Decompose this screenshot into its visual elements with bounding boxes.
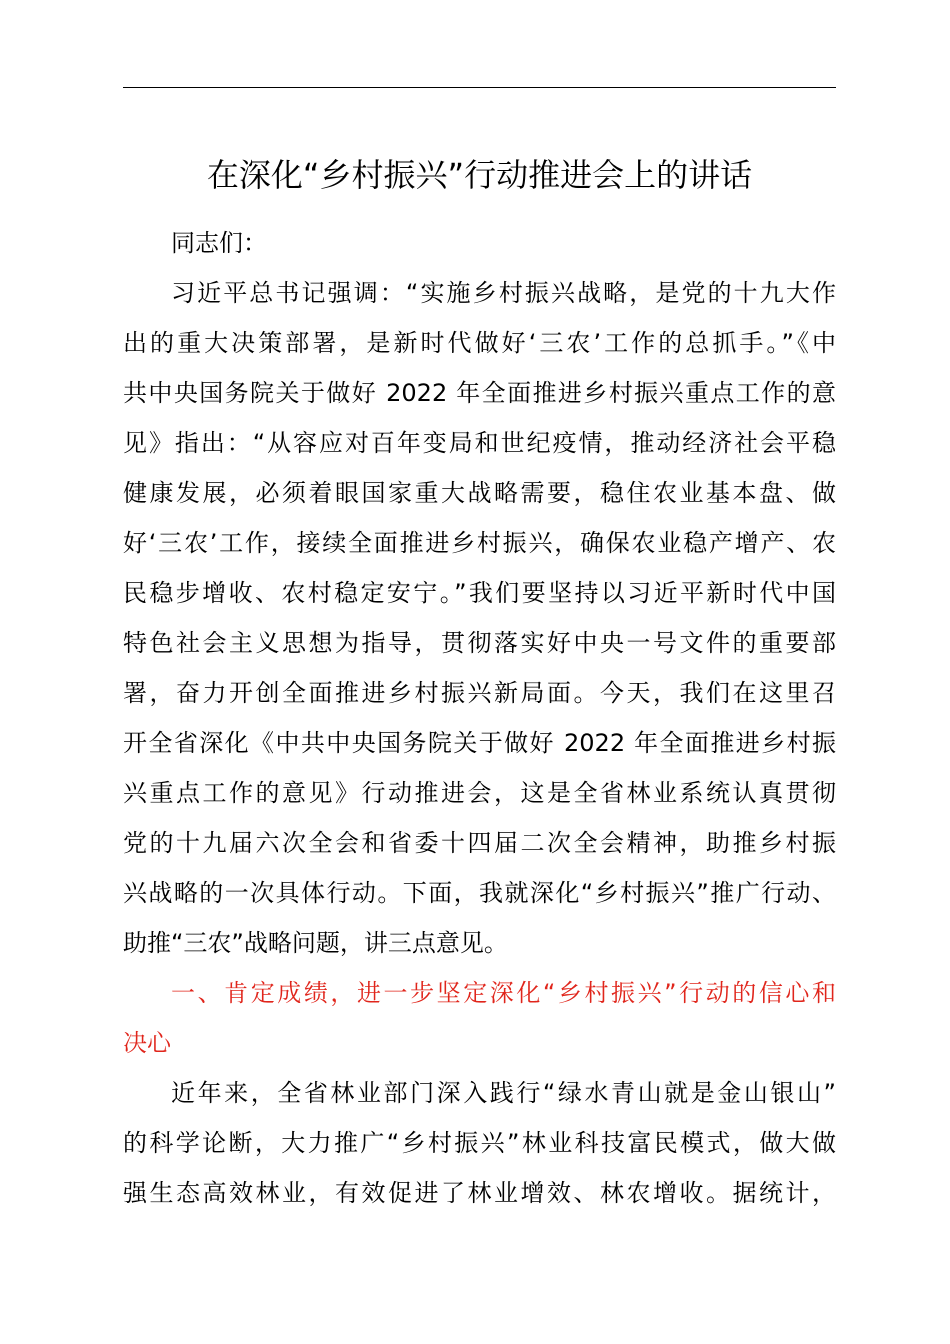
salutation: 同志们： [171, 229, 267, 257]
paragraph-line: 近年来，全省林业部门深入践行“绿水青山就是金山银山” [171, 1079, 836, 1107]
paragraph-line: 共中央国务院关于做好 2022 年全面推进乡村振兴重点工作的意 [123, 379, 836, 407]
paragraph-line: 兴重点工作的意见》行动推进会，这是全省林业系统认真贯彻 [123, 779, 836, 807]
header-rule [123, 87, 836, 88]
section-heading-line: 一、肯定成绩，进一步坚定深化“乡村振兴”行动的信心和 [171, 979, 836, 1007]
section-heading-line: 决心 [123, 1029, 171, 1057]
document-body [123, 218, 836, 1218]
paragraph-line: 习近平总书记强调：“实施乡村振兴战略，是党的十九大作 [171, 279, 836, 307]
paragraph-line: 强生态高效林业，有效促进了林业增效、林农增收。据统计， [123, 1179, 836, 1207]
paragraph-line: 健康发展，必须着眼国家重大战略需要，稳住农业基本盘、做 [123, 479, 836, 507]
paragraph-line: 助推“三农”战略问题，讲三点意见。 [123, 929, 508, 957]
document-title: 在深化“乡村振兴”行动推进会上的讲话 [206, 156, 753, 194]
paragraph-line: 好‘三农’工作，接续全面推进乡村振兴，确保农业稳产增产、农 [123, 529, 836, 557]
paragraph-line: 党的十九届六次全会和省委十四届二次全会精神，助推乡村振 [123, 829, 836, 857]
paragraph-line: 民稳步增收、农村稳定安宁。”我们要坚持以习近平新时代中国 [123, 579, 836, 607]
paragraph-line: 特色社会主义思想为指导，贯彻落实好中央一号文件的重要部 [123, 629, 836, 657]
paragraph-line: 署，奋力开创全面推进乡村振兴新局面。今天，我们在这里召 [123, 679, 836, 707]
paragraph-line: 的科学论断，大力推广“乡村振兴”林业科技富民模式，做大做 [123, 1129, 836, 1157]
paragraph-line: 兴战略的一次具体行动。下面，我就深化“乡村振兴”推广行动、 [123, 879, 836, 907]
paragraph-line: 见》指出：“从容应对百年变局和世纪疫情，推动经济社会平稳 [123, 429, 836, 457]
paragraph-line: 出的重大决策部署，是新时代做好‘三农’工作的总抓手。”《中 [123, 329, 836, 357]
paragraph-line: 开全省深化《中共中央国务院关于做好 2022 年全面推进乡村振 [123, 729, 836, 757]
